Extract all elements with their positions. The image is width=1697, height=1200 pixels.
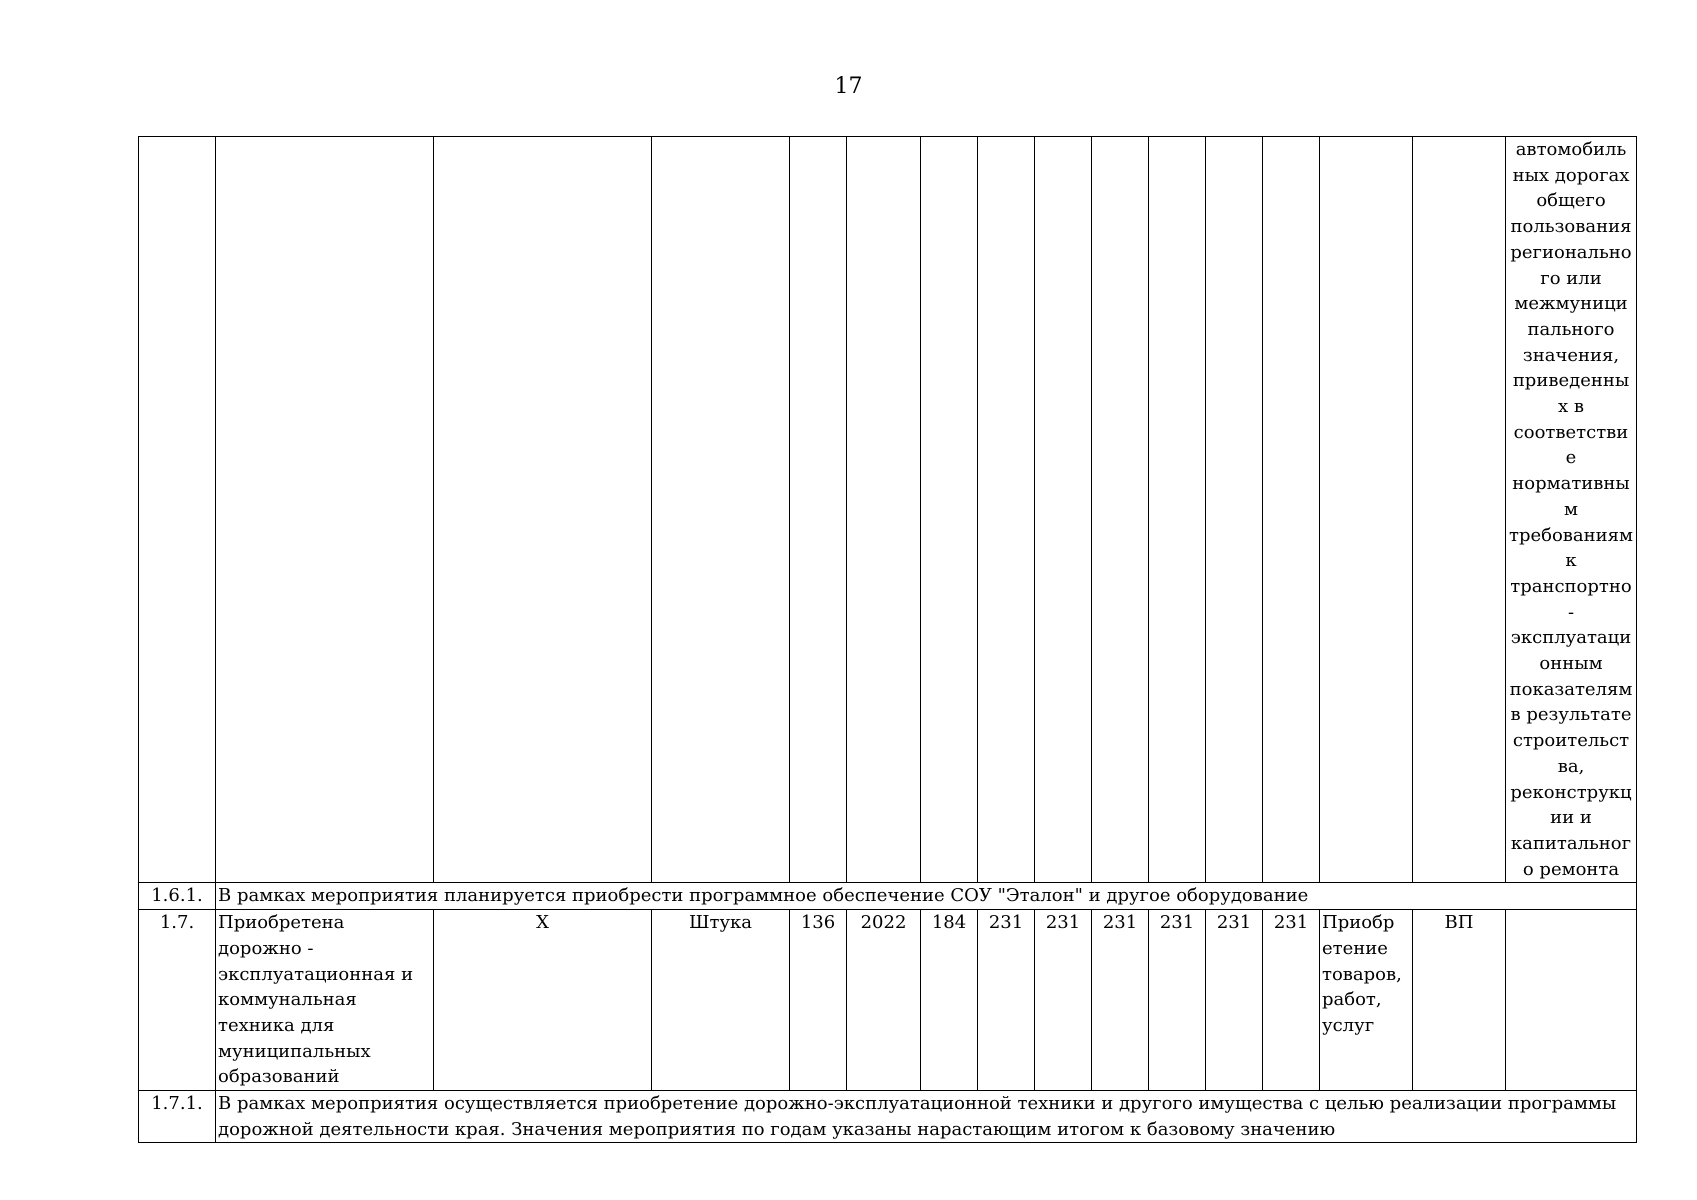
base-value-cell: 184: [921, 910, 978, 1091]
base-year-cell: 2022: [847, 910, 921, 1091]
year-value-cell: 231: [1035, 910, 1092, 1091]
cell-empty: [1149, 137, 1206, 883]
indicators-table: [138, 136, 1637, 1143]
code-cell: 136: [790, 910, 847, 1091]
cell-empty: [1263, 137, 1320, 883]
cell-empty: [978, 137, 1035, 883]
cell-empty: [1206, 137, 1263, 883]
year-value-cell: 231: [1263, 910, 1320, 1091]
cell-empty: [652, 137, 790, 883]
cell-empty: [1092, 137, 1149, 883]
unit-cell: Штука: [652, 910, 790, 1091]
cell-empty: [1320, 137, 1413, 883]
cell-continued-text: автомобиль ных дорогах общего пользования регионально го или межмуници пального значения, приведенны х в соответстви е нормативны м требованиям к транспортно - эксплуатаци онным показателям в результате строительст ва, реконструкц ии и капитальног о ремонта: [1506, 137, 1637, 883]
cell-empty: [921, 137, 978, 883]
row-number: 1.6.1.: [139, 883, 216, 910]
type-cell: Приобр етение товаров, работ, услуг: [1320, 910, 1413, 1091]
attribute-cell: ВП: [1413, 910, 1506, 1091]
cell-empty: [434, 137, 652, 883]
table-row-continuation: [139, 137, 1637, 883]
cell-empty: [216, 137, 434, 883]
cell-empty: [1506, 910, 1637, 1091]
row-description: В рамках мероприятия осуществляется приобретение дорожно-эксплуатационной техники и другого имущества с целью реализации программы дорожной деятельности края. Значения мероприятия по годам указаны нарастающим итогом к базовому значению: [216, 1091, 1637, 1143]
table-row-1-6-1: [139, 883, 1637, 910]
year-value-cell: 231: [1092, 910, 1149, 1091]
row-description: В рамках мероприятия планируется приобрести программное обеспечение СОУ "Эталон" и другое оборудование: [216, 883, 1637, 910]
cell-empty: [847, 137, 921, 883]
year-value-cell: 231: [1149, 910, 1206, 1091]
table-row-1-7-1: [139, 1091, 1637, 1143]
indicator-name: Приобретена дорожно - эксплуатационная и коммунальная техника для муниципальных образований: [216, 910, 434, 1091]
table-row-1-7: [139, 910, 1637, 1091]
cell-empty: [790, 137, 847, 883]
cell-empty: [139, 137, 216, 883]
year-value-cell: 231: [978, 910, 1035, 1091]
row-number: 1.7.1.: [139, 1091, 216, 1143]
cell-empty: [1413, 137, 1506, 883]
cell-empty: [1035, 137, 1092, 883]
row-number: 1.7.: [139, 910, 216, 1091]
cell-col3: Х: [434, 910, 652, 1091]
year-value-cell: 231: [1206, 910, 1263, 1091]
page-number: 17: [834, 74, 863, 99]
